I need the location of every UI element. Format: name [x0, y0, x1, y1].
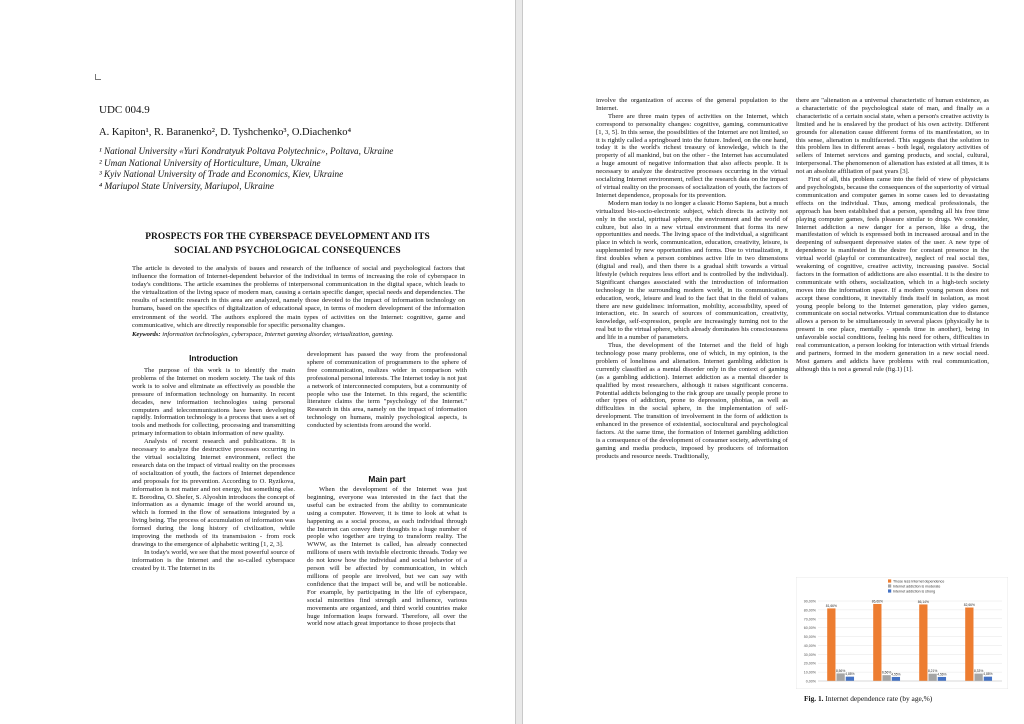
data-label: 8,33% [973, 669, 984, 674]
udc-code: UDC 004.9 [99, 104, 150, 116]
chart-bar [965, 608, 973, 681]
paragraph: In today's world, we see that the most powerful source of information is the Internet and the so-called cyberspace created by it. The Internet in its [132, 548, 295, 572]
y-tick-label: 10,00% [803, 670, 816, 675]
affiliation-item: ³ Kyiv National University of Trade and Economics, Kiev, Ukraine [99, 169, 344, 180]
column-right-text-top [307, 351, 467, 430]
legend-entry: Those less Internet dependence [893, 579, 945, 584]
section-heading-main-part: Main part [368, 474, 406, 484]
y-tick-label: 0,00% [805, 679, 816, 684]
paragraph: Modern man today is no longer a classic Homo Sapiens, but a much virtualized bio-socio-electronic subject, which directs its activity not only in the social, spiritual sphere, the environment and the world of culture, but also in a new virtual environment that forms its new opportunities and needs. The living space of the individual, a significant place in which is work, communication, education, creativity, leisure, is supplemented by new opportunities and forms. Due to virtualization, it first doubles when a person combines active life in two dimensions (digital and real), and then there is a gradual shift towards a virtual lifestyle (which requires less effort and is controlled by the individual). Significant changes associated with the introduction of information technology in the surrounding modern world, in its communication, education, work, leisure and lead to the fact that in the field of values there are new guidelines: information, mobility, accessibility, speed of interaction, etc. In search of sources of communication, creativity, knowledge, self-expression, people are increasingly turning not to the real but to the virtual sphere, which already dominates his consciousness and life in a number of parameters. [596, 199, 788, 342]
paper-title-line: PROSPECTS FOR THE CYBERSPACE DEVELOPMENT AND ITS [145, 232, 430, 242]
page-divider [515, 0, 523, 724]
chart-bar [873, 604, 881, 681]
keywords-text: information technologies, cyberspace, Internet gaming disorder, virtualization, gaming. [162, 331, 394, 338]
column-right-text [796, 97, 989, 374]
paragraph: Analysis of recent research and publications. It is necessary to analyze the destructive processes occurring in the virtual socializing Internet environment, reflect the research data on the impact of virtual reality on the processes of socialization of youth, the factors of Internet dependence and proposals for its prevention. According to O. Ryzikova, information is not matter and not energy, but something else. E. Borodina, O. Shefer, S. Alyoshin introduces the concept of information as a dynamic image of the world around us, which is formed in the flow of sensations integrated by a living being. The process of accumulation of information was formed during the long history of civilization, while improving the methods of its transmission - from rock drawings to the emergence of alphabetic writing [1, 2, 3]. [132, 438, 295, 548]
paragraph: there are "alienation as a universal characteristic of human existence, as a characteristic of the psychological state of man, and finally as a characteristic of a certain social state, when a person's creative activity is limited and he is enslaved by the product of his own activity. Different grounds for alienation cause different forms of its manifestation, so in this sense, alienation is multifaceted. This suggests that the solution to this problem lies in different areas - both legal, regulatory activities of sellers of Internet services and gaming products, and social, cultural, interpersonal. The phenomenon of alienation has existed at all times, it is not an absolute affiliation of past years [3]. [796, 97, 989, 176]
paper-title [120, 231, 455, 258]
data-label: 4,55% [891, 672, 901, 677]
page-corner-mark [95, 74, 101, 80]
y-tick-label: 60,00% [803, 626, 816, 631]
legend-swatch [888, 589, 891, 592]
chart-bar [919, 604, 927, 681]
data-label: 4,88% [845, 672, 855, 677]
chart-bar [846, 677, 854, 681]
paragraph: There are three main types of activities on the Internet, which correspond to personality changes: cognitive, gaming, communicative [1, 3, 5]. In this sense, the possibilities of the Internet are not limited, so it is rightly called a springboard into the future. Indeed, on the one hand, today it is the world's richest treasury of knowledge, which is the property of all mankind, but on the other - the Internet has accumulated a huge amount of negative information that also affects people. It is necessary to analyze the destructive processes occurring in the virtual socializing Internet environment, reflect the research data on the impact of virtual reality on the processes of socialization of youth, the factors of Internet dependence, proposals for its prevention. [596, 112, 788, 199]
legend-entry: Internet addiction is strong [893, 589, 936, 594]
y-tick-label: 50,00% [803, 635, 816, 640]
paragraph: development has passed the way from the professional sphere of communication of programmers to the sphere of free communication, realizes wider in comparison with professional personal interests. The Internet today is not just a network of interconnected computers, but a community of people who use the Internet. In this regard, the scientific literature claims the term "psychology of the Internet." Research in this area, namely on the impact of information technology on humans, mainly psychological aspects, is conducted by scientists from around the world. [307, 351, 467, 430]
affiliation-item: ⁴ Mariupol State University, Mariupol, Ukraine [99, 180, 274, 191]
internet-dependence-chart [796, 577, 1008, 689]
chart-bar [928, 674, 936, 681]
paragraph: When the development of the Internet was just beginning, everyone was interested in the fact that the useful can be extracted from the ability to communicate using a computer. However, it is time to look at what is happening as a social process, as each individual through the Internet can convey their thoughts to a huge number of people who together are trying to transform reality. The WWW, as the Internet is called, has already connected millions of users with invisible electronic threads. Today we do not know how the individual and social behavior of a person will be affected by communication, in which millions of people are involved, but we can say with confidence that the impact will be, and will be noticeable. For example, by participating in the life of cyberspace, social minorities find strength and influence, various movements are organized, and third world countries make huge information leaps forward. Therefore, all over the world now attach great importance to those projects that [307, 486, 467, 628]
column-left-text [132, 367, 295, 573]
figure-caption-label: Fig. 1. [804, 694, 824, 703]
y-tick-label: 70,00% [803, 617, 816, 622]
data-label: 4,88% [983, 672, 993, 677]
chart-bar [974, 674, 982, 681]
y-tick-label: 20,00% [803, 661, 816, 666]
data-label: 8,56% [835, 668, 846, 673]
paper-title-line: SOCIAL AND PSYCHOLOGICAL CONSEQUENCES [174, 245, 401, 256]
section-heading-introduction: Introduction [189, 353, 238, 363]
keywords [132, 331, 465, 339]
figure-caption [804, 694, 1004, 703]
abstract: The article is devoted to the analysis of issues and research of the influence of social and psychological factors that influence the formation of Internet-dependent behavior of the individual in terms of increasing the role of cyberspace in today's conditions. The article examines the problems of interpersonal communication in the digital space, which leads to the virtualization of the living space of modern man, causing a certain specific danger, special needs and dependencies. The results of scientific research in this area are analyzed, namely those devoted to the impact of information technology on humans, based on the specifics of digitalization of educational space, in terms of modern development of the information environment of the world. The authors explored the main types of activities on the Internet: cognitive, game and communicative, which are directly responsible for specific personality changes. [132, 265, 465, 329]
affiliation-item: ² Uman National University of Horticulture, Uman, Ukraine [99, 157, 321, 168]
data-label: 6,56% [881, 670, 892, 675]
data-label: 86,66% [871, 599, 883, 604]
paragraph: Thus, the development of the Internet and the field of high technology pose many problems, one of which, in my opinion, is the problem of loneliness and alienation. Internet gambling addiction is currently classified as a mental disorder only in the context of gaming (as a gambling addiction). Internet addiction as a mental disorder is qualified by most researchers, although it raises significant concerns. Potential addicts belonging to the risk group are usually people prone to other types of addiction, prone to depression, phobias, as well as difficulties in the social sphere, in the implementation of self-development. The transition of involvement in the form of addiction is enhanced in the presence of existential, sociocultural and psychological factors. At the same time, the formation of Internet gambling addiction is a consequence of the development of consumer society, advertising of gaming and media products, imposed by producers of information products and resource needs. Traditionally, [596, 342, 788, 460]
y-tick-label: 30,00% [803, 652, 816, 657]
y-tick-label: 40,00% [803, 643, 816, 648]
chart-bar [882, 675, 890, 681]
legend-swatch [888, 584, 891, 587]
data-label: 4,56% [937, 672, 947, 677]
chart-bar [827, 608, 835, 681]
legend-entry: Internet addiction is moderate [893, 584, 941, 589]
chart-bar [892, 677, 900, 681]
data-label: 86,14% [917, 599, 929, 604]
y-tick-label: 80,00% [803, 608, 816, 613]
paragraph: involve the organization of access of the general population to the Internet. [596, 97, 788, 112]
author-list: A. Kapiton¹, R. Baranenko², D. Tyshchenko³, O.Diachenko⁴ [99, 127, 352, 138]
data-label: 8,21% [927, 669, 938, 674]
column-right-text-main [307, 486, 467, 628]
affiliation-item: ¹ National University «Yuri Kondratyuk Poltava Polytechnic», Poltava, Ukraine [99, 146, 394, 156]
figure-caption-text: Internet dependence rate (by age,%) [825, 694, 933, 703]
column-left-text [596, 97, 788, 461]
affiliation-list [99, 146, 489, 192]
chart-bar [836, 673, 844, 681]
data-label: 81,66% [825, 603, 837, 608]
chart-bar [938, 677, 946, 681]
legend-swatch [888, 579, 891, 582]
y-tick-label: 90,00% [803, 599, 816, 604]
data-label: 82,66% [963, 603, 975, 608]
paragraph: The purpose of this work is to identify the main problems of the Internet on modern society. The task of this work is to solve and eliminate as effectively as possible the pressure of information technology on humanity. In recent decades, new information technologies using personal computers and telecommunications have been developing rapidly. Information technology is a process that uses a set of tools and methods for collecting, processing and transmitting primary information to obtain information of new quality. [132, 367, 295, 438]
chart-bar [984, 677, 992, 681]
keywords-label: Keywords: [132, 331, 161, 338]
paragraph: First of all, this problem came into the field of view of physicians and psychologists, because the consequences of the superiority of virtual communication and computer games in some cases led to devastating effects on the individual. Thus, among medical professionals, the approach has been established that a person, spending all his free time playing computer games, feels pleasure similar to drugs. We consider, Internet addiction a new danger for a person, like a drug, the manifestation of which is expressed both in increased arousal and in the deepening of subsequent depressive states of the user. A new type of dependence is manifested in the desire for constant presence in the virtual world (playful or communicative), neglect of real social ties, weakening of cognitive, creative activity, increasing passive. Social factors in the formation of addictions are also essential. it is the desire to communicate with others, socialization, which in a high-tech society moves into the information space. If a modern young person does not accept these conditions, it inevitably finds itself in isolation, as most young people belong to the Internet generation, play video games, communicate on social networks. Virtual communication due to distance allows a person to be simultaneously in several places (physically he is present in one place, mentally - spends time in another), being in unfavorable social conditions, feeling his need for others, difficulties in real communication, a person looking for interaction with virtual friends and partners, formed in the modern generation in a new social need. Most gamers and addicts have problems with real communication, although this is not a general rule (fig.1) [1]. [796, 176, 989, 373]
